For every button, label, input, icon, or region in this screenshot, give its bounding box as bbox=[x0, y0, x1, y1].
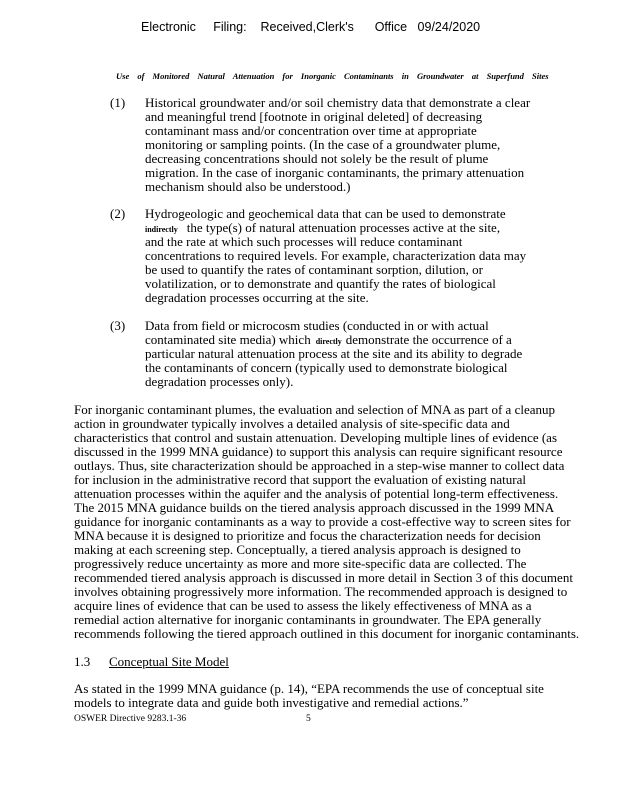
list-item-text: Historical groundwater and/or soil chemistry data that demonstrate a clear bbox=[145, 95, 531, 110]
paragraph-text: outlays. Thus, site characterization should be approached in a step-wise manner to collect data bbox=[74, 458, 565, 473]
list-item-line bbox=[145, 361, 507, 375]
list-item-text: the type(s) of natural attenuation processes active at the site, bbox=[186, 220, 501, 235]
list-item-line bbox=[145, 319, 489, 333]
paragraph-text: recommended tiered analysis approach is discussed in more detail in Section 3 of this document bbox=[74, 570, 573, 585]
paragraph-line bbox=[74, 515, 571, 529]
paragraph-line bbox=[74, 529, 541, 543]
paragraph-line bbox=[74, 599, 532, 613]
paragraph-text: models to integrate data and guide both investigative and remedial actions.” bbox=[74, 695, 469, 710]
paragraph-line bbox=[74, 417, 510, 431]
list-item-text: and meaningful trend [footnote in original deleted] of decreasing bbox=[145, 109, 483, 124]
list-number: (3) bbox=[110, 318, 126, 333]
paragraph-text: for inclusion in the administrative record that support the evaluation of existing natural bbox=[74, 472, 526, 487]
paragraph-line bbox=[74, 431, 557, 445]
list-item-text: monitoring or sampling points. (In the case of a groundwater plume, bbox=[145, 137, 501, 152]
paragraph-line bbox=[74, 501, 554, 515]
paragraph-text: recommends following the tiered approach outlined in this document for inorganic contaminants. bbox=[74, 626, 580, 641]
paragraph-line bbox=[74, 557, 526, 571]
list-item-line bbox=[145, 207, 506, 221]
list-item-line bbox=[145, 110, 482, 124]
list-item-text: contaminated site media) which bbox=[145, 332, 311, 347]
paragraph-text: progressively reduce uncertainty as more and more site-specific data are collected. The bbox=[74, 556, 527, 571]
paragraph-text: For inorganic contaminant plumes, the evaluation and selection of MNA as part of a cleanup bbox=[74, 402, 555, 417]
paragraph-text: attenuation processes within the aquifer and the analysis of potential long-term effectiveness. bbox=[74, 486, 559, 501]
paragraph-line bbox=[74, 571, 573, 585]
list-item-text: degradation processes only). bbox=[145, 374, 294, 389]
list-item-line bbox=[145, 347, 522, 361]
list-item-text: decreasing concentrations should not solely be the result of plume bbox=[145, 151, 489, 166]
list-item-text: Data from field or microcosm studies (conducted in or with actual bbox=[145, 318, 489, 333]
list-item-line bbox=[145, 166, 524, 180]
list-item-line bbox=[145, 277, 496, 291]
list-item-text: concentrations to required levels. For example, characterization data may bbox=[145, 248, 527, 263]
paragraph-text: characteristics that control and sustain attenuation. Developing multiple lines of evidence (as bbox=[74, 430, 558, 445]
list-item-line bbox=[145, 138, 500, 152]
emphasis-text: indirectly bbox=[145, 225, 178, 234]
paragraph-text: action in groundwater typically involves a detailed analysis of site-specific data and bbox=[74, 416, 510, 431]
paragraph-line bbox=[74, 613, 541, 627]
paragraph-text: discussed in the 1999 MNA guidance) to support this analysis can require significant resource bbox=[74, 444, 563, 459]
paragraph-line bbox=[74, 627, 579, 641]
list-item-line bbox=[145, 263, 483, 277]
list-item-text: contaminant mass and/or concentration over time at appropriate bbox=[145, 123, 477, 138]
paragraph-text: involves obtaining progressively more information. The recommended approach is designed to bbox=[74, 584, 568, 599]
paragraph-text: guidance for inorganic contaminants as a way to provide a cost-effective way to screen sites for bbox=[74, 514, 571, 529]
list-item-line bbox=[145, 249, 526, 263]
list-item-line bbox=[145, 375, 293, 389]
list-item-text: the contaminants of concern (typically used to demonstrate biological bbox=[145, 360, 508, 375]
paragraph-line bbox=[74, 403, 555, 417]
emphasis-text: directly bbox=[315, 337, 342, 346]
section-number: 1.3 bbox=[74, 654, 91, 669]
paragraph-line bbox=[74, 459, 564, 473]
paragraph-line bbox=[74, 487, 558, 501]
paragraph-text: remedial action alternative for inorganic contaminants in groundwater. The EPA generally bbox=[74, 612, 542, 627]
list-item-text: degradation processes occurring at the site. bbox=[145, 290, 369, 305]
page-number: 5 bbox=[306, 714, 311, 724]
paragraph-line bbox=[74, 473, 526, 487]
list-item-line bbox=[145, 96, 530, 110]
filing-header: Electronic Filing: Received,Clerk's Office 09/24/2020 bbox=[141, 20, 481, 34]
list-item-line bbox=[145, 152, 488, 166]
list-number: (1) bbox=[110, 95, 126, 110]
list-item-text: Hydrogeologic and geochemical data that can be used to demonstrate bbox=[145, 206, 506, 221]
paragraph-text: MNA because it is designed to prioritize and focus the characterization needs for decision bbox=[74, 528, 541, 543]
list-item-text: volatilization, or to demonstrate and quantify the rates of biological bbox=[145, 276, 496, 291]
list-item-text: migration. In the case of inorganic contaminants, the primary attenuation bbox=[145, 165, 525, 180]
list-number: (2) bbox=[110, 206, 126, 221]
list-item-text: demonstrate the occurrence of a bbox=[345, 332, 512, 347]
document-title: Use of Monitored Natural Attenuation for Inorganic Contaminants in Groundwater at Superfund Sites bbox=[116, 71, 549, 81]
list-item-line bbox=[145, 235, 462, 249]
list-item-text: mechanism should also be understood.) bbox=[145, 179, 351, 194]
paragraph-line bbox=[74, 445, 562, 459]
paragraph-text: acquire lines of evidence that can be used to assess the likely effectiveness of MNA as a bbox=[74, 598, 532, 613]
paragraph-line bbox=[74, 696, 469, 710]
paragraph-line bbox=[74, 682, 544, 696]
list-item-line bbox=[145, 291, 369, 305]
list-item-text: be used to quantify the rates of contaminant sorption, dilution, or bbox=[145, 262, 483, 277]
paragraph-line bbox=[74, 543, 521, 557]
paragraph-text: The 2015 MNA guidance builds on the tiered analysis approach discussed in the 1999 MNA bbox=[74, 500, 555, 515]
list-item-line bbox=[145, 124, 477, 138]
list-item-text: and the rate at which such processes will reduce contaminant bbox=[145, 234, 463, 249]
paragraph-line bbox=[74, 585, 567, 599]
section-heading: Conceptual Site Model bbox=[109, 654, 229, 669]
paragraph-text: As stated in the 1999 MNA guidance (p. 14), “EPA recommends the use of conceptual site bbox=[74, 681, 544, 696]
list-item-line bbox=[145, 180, 350, 194]
footer-directive: OSWER Directive 9283.1-36 bbox=[74, 714, 187, 724]
list-item-text: particular natural attenuation process at the site and its ability to degrade bbox=[145, 346, 523, 361]
paragraph-text: making at each screening step. Conceptually, a tiered analysis approach is designed to bbox=[74, 542, 521, 557]
